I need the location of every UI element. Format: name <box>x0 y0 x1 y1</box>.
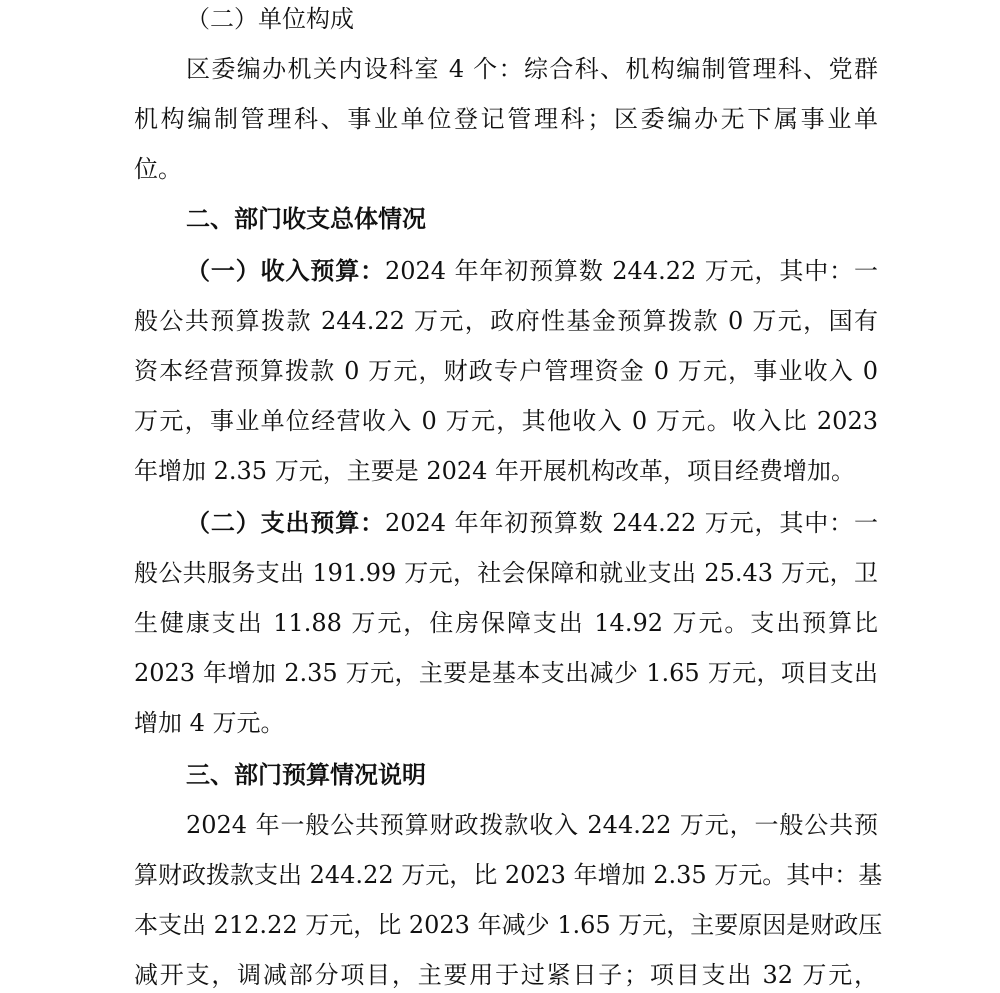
paragraph-line: 般公共预算拨款 244.22 万元，政府性基金预算拨款 0 万元，国有 <box>134 307 878 335</box>
section-heading-budget-explanation: 三、部门预算情况说明 <box>186 760 426 789</box>
paragraph-line: 区委编办机关内设科室 4 个：综合科、机构编制管理科、党群 <box>186 55 878 83</box>
paragraph-line: 生健康支出 11.88 万元，住房保障支出 14.92 万元。支出预算比 <box>134 609 878 637</box>
paragraph-line: 位。 <box>134 155 182 183</box>
paragraph-line: 资本经营预算拨款 0 万元，财政专户管理资金 0 万元，事业收入 0 <box>134 357 878 385</box>
income-label: （一）收入预算： <box>186 256 385 285</box>
section-heading-income-expense: 二、部门收支总体情况 <box>186 204 426 233</box>
paragraph-line: 2023 年增加 2.35 万元，主要是基本支出减少 1.65 万元，项目支出 <box>134 659 878 687</box>
income-text: 2024 年年初预算数 244.22 万元，其中：一 <box>384 257 878 285</box>
income-first-line <box>186 256 878 286</box>
paragraph-line: 减开支，调减部分项目，主要用于过紧日子；项目支出 32 万元， <box>134 961 878 989</box>
paragraph-line: 万元，事业单位经营收入 0 万元，其他收入 0 万元。收入比 2023 <box>134 407 878 435</box>
section-heading-unit-composition: （二）单位构成 <box>186 5 354 33</box>
expense-label: （二）支出预算： <box>186 508 385 537</box>
paragraph-line: 2024 年一般公共预算财政拨款收入 244.22 万元，一般公共预 <box>186 811 878 839</box>
paragraph-line: 本支出 212.22 万元，比 2023 年减少 1.65 万元，主要原因是财政压 <box>134 911 883 939</box>
expense-text: 2024 年年初预算数 244.22 万元，其中：一 <box>384 509 878 537</box>
paragraph-line: 般公共服务支出 191.99 万元，社会保障和就业支出 25.43 万元，卫 <box>134 559 878 587</box>
expense-first-line <box>186 508 878 538</box>
paragraph-line: 年增加 2.35 万元，主要是 2024 年开展机构改革，项目经费增加。 <box>134 457 856 485</box>
paragraph-line: 机构编制管理科、事业单位登记管理科；区委编办无下属事业单 <box>134 105 878 133</box>
paragraph-line: 增加 4 万元。 <box>134 709 285 737</box>
paragraph-line: 算财政拨款支出 244.22 万元，比 2023 年增加 2.35 万元。其中：基 <box>134 861 883 889</box>
